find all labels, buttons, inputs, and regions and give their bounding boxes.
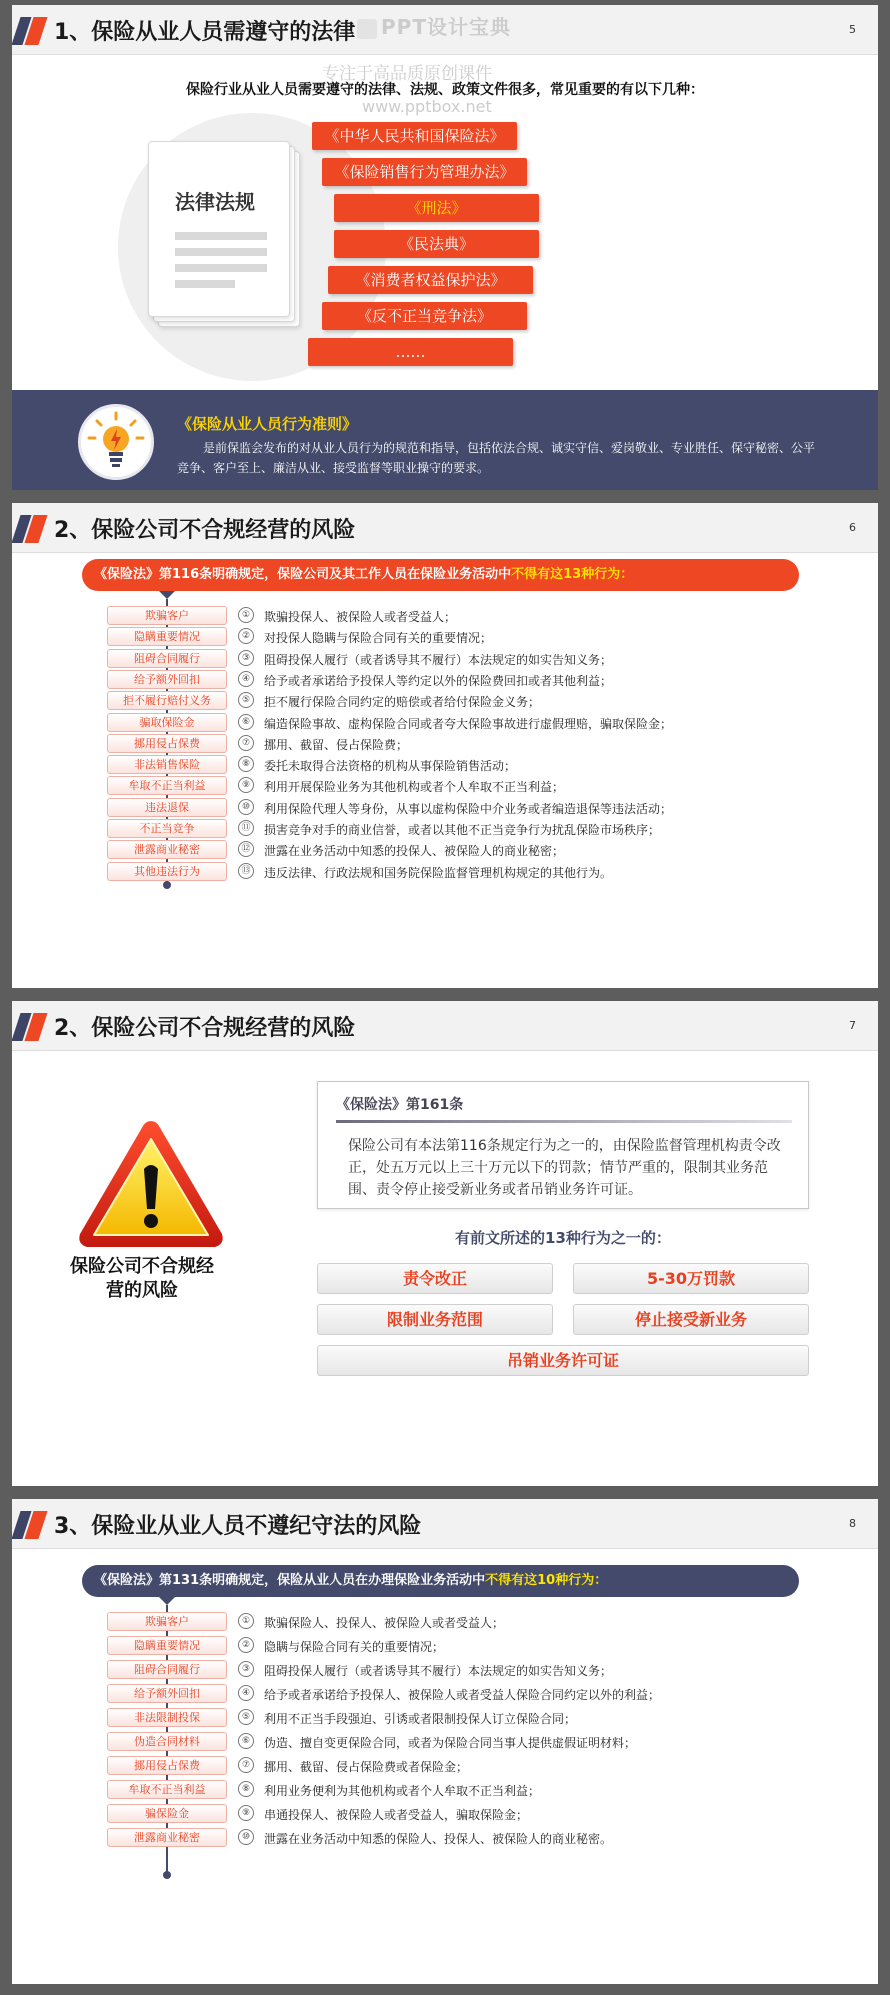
violation-tag: 不正当竞争 [107, 819, 227, 838]
item-number: ① [238, 607, 254, 623]
violation-tag: 给予额外回扣 [107, 670, 227, 689]
item-number: ⑦ [238, 1757, 254, 1773]
violation-text: 伪造、擅自变更保险合同，或者为保险合同当事人提供虚假证明材料； [264, 1736, 637, 1750]
penalty-item: 吊销业务许可证 [317, 1345, 809, 1376]
title-flag-icon [12, 1511, 46, 1539]
document-line [175, 264, 267, 272]
violation-text: 串通投保人、被保险人或者受益人，骗取保险金； [264, 1808, 529, 1822]
violation-tag: 非法限制投保 [107, 1708, 227, 1727]
item-number: ⑩ [238, 799, 254, 815]
violation-text: 违反法律、行政法规和国务院保险监督管理机构规定的其他行为。 [264, 865, 613, 880]
violation-tag: 非法销售保险 [107, 755, 227, 774]
violation-text: 泄露在业务活动中知悉的投保人、被保险人的商业秘密； [264, 844, 565, 859]
item-number: ⑨ [238, 777, 254, 793]
violation-tag: 阻碍合同履行 [107, 649, 227, 668]
law-item-highlight: 《刑法》 [334, 194, 539, 222]
violation-text: 挪用、截留、侵占保险费或者保险金； [264, 1760, 469, 1774]
violation-tag: 其他违法行为 [107, 862, 227, 881]
item-number: ⑥ [238, 1733, 254, 1749]
slide-header [12, 1001, 878, 1051]
penalty-item: 责令改正 [317, 1263, 553, 1294]
intro-text: 保险行业从业人员需要遵守的法律、法规、政策文件很多，常见重要的有以下几种： [186, 82, 704, 98]
slide-5 [12, 5, 878, 490]
title-flag-icon [12, 515, 46, 543]
violation-text: 编造保险事故、虚构保险合同或者夸大保险事故进行虚假理赔，骗取保险金； [264, 716, 673, 731]
violation-text: 泄露在业务活动中知悉的保险人、投保人、被保险人的商业秘密。 [264, 1832, 613, 1846]
slide-header [12, 503, 878, 553]
page-number: 5 [849, 23, 856, 36]
item-number: ⑦ [238, 735, 254, 751]
violation-tag: 挪用侵占保费 [107, 1756, 227, 1775]
penalty-item: 限制业务范围 [317, 1304, 553, 1335]
article-title: 《保险法》第161条 [336, 1097, 464, 1113]
slide-6 [12, 503, 878, 988]
document-icon [148, 141, 290, 317]
watermark-line2: www.pptbox.net [362, 97, 492, 116]
violation-tag: 挪用侵占保费 [107, 734, 227, 753]
violation-text: 隐瞒与保险合同有关的重要情况； [264, 1640, 445, 1654]
violation-text: 损害竞争对手的商业信誉，或者以其他不正当竞争行为扰乱保险市场秩序； [264, 823, 661, 837]
title-flag-icon [12, 1013, 46, 1041]
violation-tag: 骗保险金 [107, 1804, 227, 1823]
law-item: 《消费者权益保护法》 [328, 266, 533, 294]
violation-tag: 牟取不正当利益 [107, 776, 227, 795]
item-number: ⑧ [238, 756, 254, 772]
violation-text: 利用不正当手段强迫、引诱或者限制投保人订立保险合同； [264, 1712, 577, 1726]
violation-text: 欺骗保险人、投保人、被保险人或者受益人； [264, 1616, 505, 1630]
violation-tag: 隐瞒重要情况 [107, 627, 227, 646]
slide-title: 1、保险从业人员需遵守的法律 [54, 20, 356, 45]
watermark-line1: 专注于高品质原创课件 [322, 64, 492, 84]
violation-text: 给予或者承诺给予投保人、被保险人或者受益人保险合同约定以外的利益； [264, 1688, 661, 1702]
slide-title: 2、保险公司不合规经营的风险 [54, 1016, 356, 1041]
item-number: ⑬ [238, 863, 254, 879]
item-number: ⑨ [238, 1805, 254, 1821]
timeline-end-dot [163, 881, 171, 889]
item-number: ⑪ [238, 820, 254, 836]
violation-text: 阻碍投保人履行（或者诱导其不履行）本法规定的如实告知义务； [264, 652, 613, 667]
item-number: ⑤ [238, 692, 254, 708]
penalty-subtitle: 有前文所述的13种行为之一的： [455, 1229, 671, 1247]
band-text: 是前保监会发布的对从业人员行为的规范和指导，包括依法合规、诚实守信、爱岗敬业、专业胜任、保守秘密、公平竞争、客户至上、廉洁从业、接受监督等职业操守的要求。 [177, 441, 816, 475]
rule-banner-highlight: 不得有这13种行为： [511, 567, 634, 582]
violation-text: 委托未取得合法资格的机构从事保险销售活动； [264, 759, 517, 774]
violation-text: 拒不履行保险合同约定的赔偿或者给付保险金义务； [264, 695, 541, 710]
article-box [317, 1081, 809, 1209]
document-line [175, 232, 267, 240]
item-number: ⑧ [238, 1781, 254, 1797]
rule-banner-highlight: 不得有这10种行为： [485, 1573, 608, 1588]
violation-text: 利用保险代理人等身份，从事以虚构保险中介业务或者编造退保等违法活动； [264, 801, 673, 816]
item-number: ④ [238, 1685, 254, 1701]
law-item: 《保险销售行为管理办法》 [322, 158, 527, 186]
penalty-item: 停止接受新业务 [573, 1304, 809, 1335]
rule-banner-text: 《保险法》第131条明确规定，保险从业人员在办理保险业务活动中 [94, 1573, 486, 1588]
violation-tag: 欺骗客户 [107, 606, 227, 625]
title-flag-icon [12, 17, 46, 45]
watermark-logo: PPT设计宝典 [357, 11, 511, 40]
item-number: ② [238, 628, 254, 644]
item-number: ① [238, 1613, 254, 1629]
violation-text: 利用业务便利为其他机构或者个人牟取不正当利益； [264, 1784, 541, 1798]
slide-title: 3、保险业从业人员不遵纪守法的风险 [54, 1514, 422, 1539]
banner-pointer [159, 1597, 175, 1605]
violation-text: 挪用、截留、侵占保险费； [264, 737, 409, 752]
slide-header [12, 1499, 878, 1549]
document-line [175, 280, 235, 288]
article-text: 保险公司有本法第116条规定行为之一的，由保险监督管理机构责令改正，处五万元以上三十万元以下的罚款；情节严重的，限制其业务范围、责令停止接受新业务或者吊销业务许可证。 [348, 1138, 781, 1198]
banner-pointer [159, 591, 175, 599]
rule-banner [82, 1565, 799, 1597]
violation-text: 阻碍投保人履行（或者诱导其不履行）本法规定的如实告知义务； [264, 1664, 613, 1678]
item-number: ⑫ [238, 841, 254, 857]
item-number: ④ [238, 671, 254, 687]
violation-tag: 泄露商业秘密 [107, 1828, 227, 1847]
item-number: ⑩ [238, 1829, 254, 1845]
page-number: 8 [849, 1517, 856, 1530]
watermark-logo-icon [357, 19, 377, 39]
violation-tag: 隐瞒重要情况 [107, 1636, 227, 1655]
violation-tag: 骗取保险金 [107, 713, 227, 732]
document-line [175, 248, 267, 256]
article-divider [336, 1120, 792, 1123]
rule-banner [82, 559, 799, 591]
violation-text: 对投保人隐瞒与保险合同有关的重要情况； [264, 631, 493, 646]
band-title: 《保险从业人员行为准则》 [177, 415, 358, 433]
warning-icon [76, 1117, 226, 1252]
violation-text: 欺骗投保人、被保险人或者受益人； [264, 610, 457, 624]
law-item: …… [308, 338, 513, 366]
document-title: 法律法规 [175, 190, 255, 214]
law-item: 《中华人民共和国保险法》 [312, 122, 517, 150]
slide-7 [12, 1001, 878, 1486]
violation-tag: 泄露商业秘密 [107, 840, 227, 859]
violation-text: 给予或者承诺给予投保人等约定以外的保险费回扣或者其他利益； [264, 673, 613, 688]
law-item: 《反不正当竞争法》 [322, 302, 527, 330]
violation-tag: 伪造合同材料 [107, 1732, 227, 1751]
slide-8 [12, 1499, 878, 1984]
penalty-item: 5-30万罚款 [573, 1263, 809, 1294]
slide-title: 2、保险公司不合规经营的风险 [54, 518, 356, 543]
violation-tag: 违法退保 [107, 798, 227, 817]
item-number: ⑥ [238, 714, 254, 730]
violation-tag: 给予额外回扣 [107, 1684, 227, 1703]
law-item: 《民法典》 [334, 230, 539, 258]
item-number: ② [238, 1637, 254, 1653]
violation-tag: 阻碍合同履行 [107, 1660, 227, 1679]
item-number: ⑤ [238, 1709, 254, 1725]
item-number: ③ [238, 1661, 254, 1677]
lightbulb-icon [78, 404, 154, 480]
violation-text: 利用开展保险业务为其他机构或者个人牟取不正当利益； [264, 780, 565, 795]
violation-tag: 拒不履行赔付义务 [107, 691, 227, 710]
page-number: 6 [849, 521, 856, 534]
item-number: ③ [238, 650, 254, 666]
warning-label: 保险公司不合规经营的风险 [70, 1256, 214, 1301]
page-number: 7 [849, 1019, 856, 1032]
violation-tag: 欺骗客户 [107, 1612, 227, 1631]
violation-tag: 牟取不正当利益 [107, 1780, 227, 1799]
timeline-end-dot [163, 1871, 171, 1879]
rule-banner-text: 《保险法》第116条明确规定，保险公司及其工作人员在保险业务活动中 [94, 567, 512, 582]
